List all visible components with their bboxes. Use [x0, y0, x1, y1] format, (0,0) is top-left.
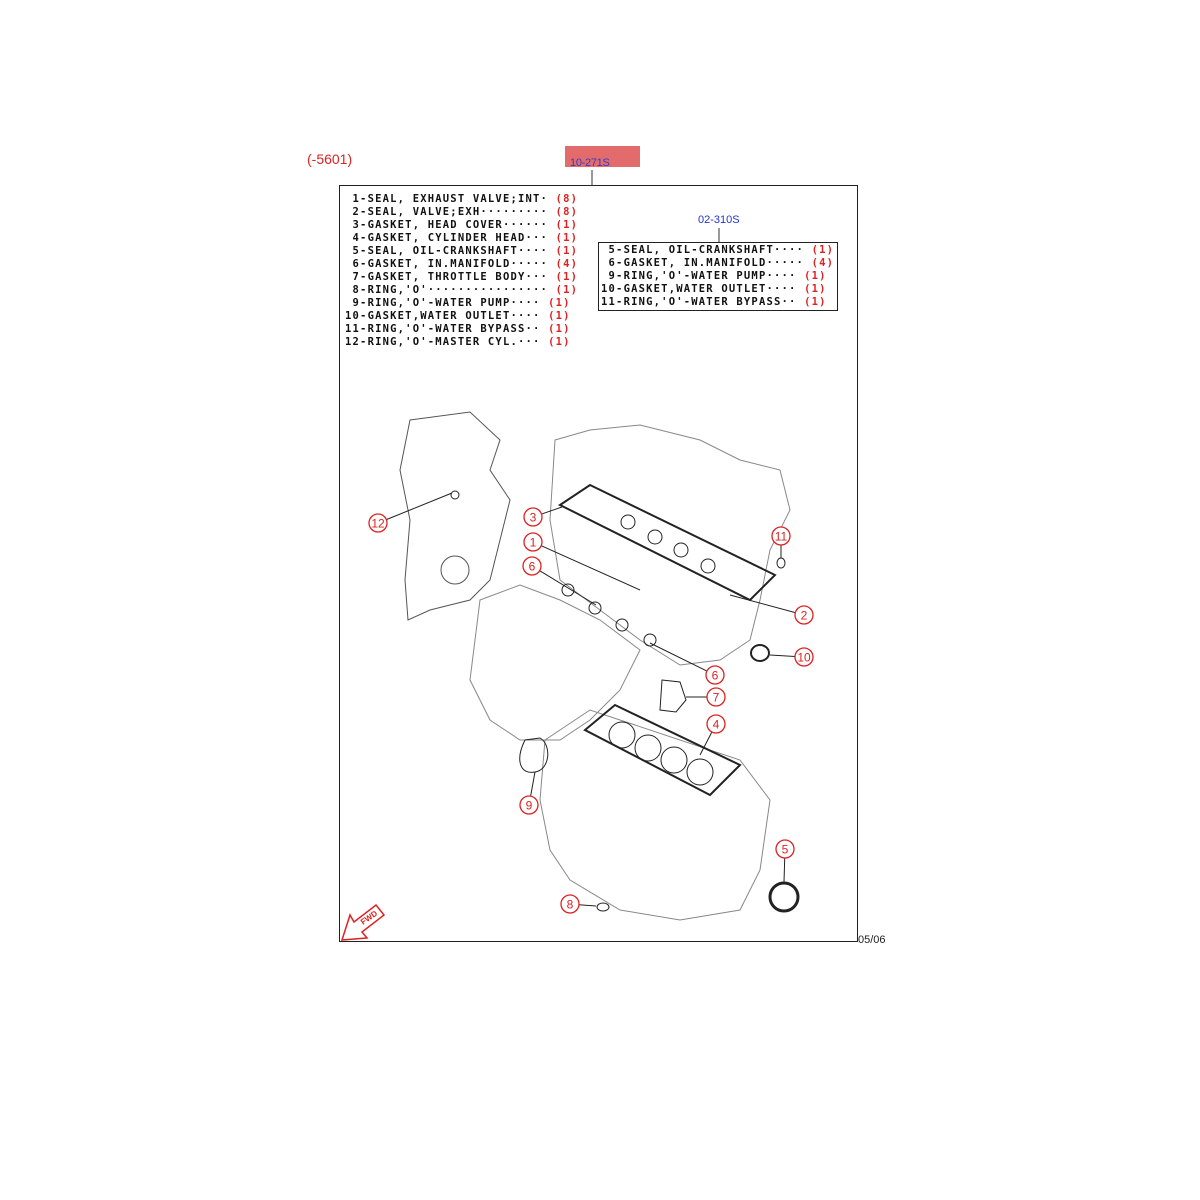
part-quantity: (8) — [555, 193, 579, 205]
callout-12[interactable] — [369, 493, 452, 532]
leader-line — [730, 595, 795, 613]
part-description: 5-SEAL, OIL-CRANKSHAFT···· — [345, 245, 549, 257]
parts-list-row[interactable] — [345, 284, 578, 297]
callout-6[interactable] — [523, 557, 596, 605]
part-quantity: (1) — [555, 245, 579, 257]
fwd-arrow-icon — [342, 905, 384, 940]
part-quantity: (1) — [804, 296, 827, 308]
part-quantity: (1) — [555, 271, 579, 283]
part-description: 10-GASKET,WATER OUTLET···· — [601, 283, 797, 295]
parts-list-row[interactable] — [345, 245, 578, 258]
callout-2[interactable] — [730, 595, 813, 624]
cylinder-head-outline — [550, 425, 790, 665]
parts-list-row[interactable] — [345, 336, 578, 349]
callout-number: 4 — [712, 717, 720, 732]
water-outlet-gasket — [751, 645, 769, 661]
parts-list-row[interactable] — [601, 283, 834, 296]
callout-9[interactable] — [520, 772, 538, 814]
part-quantity: (1) — [804, 270, 827, 282]
part-description: 1-SEAL, EXHAUST VALVE;INT· — [345, 193, 549, 205]
leader-line — [531, 772, 535, 796]
part-description: 12-RING,'O'-MASTER CYL.··· — [345, 336, 541, 348]
leader-line — [650, 643, 707, 671]
parts-list-row[interactable] — [345, 310, 578, 323]
parts-list-row[interactable] — [601, 244, 834, 257]
cylinder-block-outline — [540, 710, 770, 920]
part-description: 9-RING,'O'-WATER PUMP···· — [345, 297, 541, 309]
part-description: 6-GASKET, IN.MANIFOLD····· — [601, 257, 805, 269]
parts-list-row[interactable] — [345, 323, 578, 336]
leader-line — [542, 507, 562, 514]
part-quantity: (1) — [555, 219, 579, 231]
part-quantity: (1) — [555, 284, 579, 296]
callout-6[interactable] — [650, 643, 724, 684]
part-description: 7-GASKET, THROTTLE BODY··· — [345, 271, 549, 283]
callout-11[interactable] — [772, 527, 790, 558]
part-description: 8-RING,'O'················ — [345, 284, 549, 296]
fwd-label: FWD — [358, 908, 380, 927]
callout-10[interactable] — [770, 648, 813, 666]
parts-list-row[interactable] — [601, 296, 834, 309]
callout-3[interactable] — [524, 507, 562, 526]
leader-line — [770, 655, 795, 656]
part-quantity: (1) — [548, 336, 571, 348]
parts-list-row[interactable] — [345, 193, 578, 206]
parts-list — [345, 193, 578, 349]
callout-number: 3 — [529, 510, 537, 525]
part-quantity: (1) — [555, 232, 579, 244]
part-description: 3-GASKET, HEAD COVER······ — [345, 219, 549, 231]
parts-list-row[interactable] — [345, 206, 578, 219]
parts-list-row[interactable] — [345, 232, 578, 245]
throttle-body-gasket — [660, 680, 686, 712]
part-description: 10-GASKET,WATER OUTLET···· — [345, 310, 541, 322]
part-quantity: (4) — [811, 257, 835, 269]
leader-line — [784, 858, 785, 882]
callout-number: 6 — [528, 559, 536, 574]
head-cover-gasket — [560, 485, 775, 600]
part-quantity: (1) — [548, 297, 571, 309]
part-description: 5-SEAL, OIL-CRANKSHAFT···· — [601, 244, 805, 256]
crankshaft-oil-seal — [770, 883, 798, 911]
parts-list-row[interactable] — [601, 257, 834, 270]
callout-4[interactable] — [700, 715, 725, 755]
callout-number: 12 — [371, 516, 385, 531]
subkit-reference[interactable]: 02-310S — [698, 214, 740, 226]
part-description: 9-RING,'O'-WATER PUMP···· — [601, 270, 797, 282]
part-description: 4-GASKET, CYLINDER HEAD··· — [345, 232, 549, 244]
master-cyl-oring — [451, 491, 459, 499]
timing-cover-outline — [400, 412, 510, 620]
oring — [597, 903, 609, 911]
part-quantity: (1) — [811, 244, 835, 256]
callout-number: 9 — [525, 798, 533, 813]
revision-date: 05/06 — [858, 934, 886, 946]
callout-number: 1 — [529, 535, 537, 550]
callout-number: 6 — [711, 668, 719, 683]
part-description: 11-RING,'O'-WATER BYPASS·· — [601, 296, 797, 308]
parts-list-row[interactable] — [345, 271, 578, 284]
callout-number: 10 — [797, 650, 811, 665]
kit-reference[interactable]: 10-271S — [570, 157, 610, 169]
part-description: 6-GASKET, IN.MANIFOLD····· — [345, 258, 549, 270]
part-quantity: (1) — [804, 283, 827, 295]
subkit-parts-list — [598, 242, 838, 311]
leader-line — [386, 493, 452, 520]
crank-seal-opening — [441, 556, 469, 584]
callout-8[interactable] — [561, 895, 596, 913]
part-quantity: (4) — [555, 258, 579, 270]
callout-7[interactable] — [686, 688, 725, 706]
part-quantity: (1) — [548, 310, 571, 322]
parts-list-row[interactable] — [601, 270, 834, 283]
callout-number: 11 — [774, 529, 788, 544]
model-code: (-5601) — [307, 151, 353, 167]
callout-5[interactable] — [776, 840, 794, 882]
transmission-side-outline — [470, 585, 640, 740]
part-description: 11-RING,'O'-WATER BYPASS·· — [345, 323, 541, 335]
parts-list-row[interactable] — [345, 219, 578, 232]
part-quantity: (8) — [555, 206, 579, 218]
leader-line — [541, 546, 640, 590]
parts-list-row[interactable] — [345, 258, 578, 271]
callout-number: 8 — [566, 897, 574, 912]
callout-number: 2 — [800, 608, 808, 623]
parts-list-row[interactable] — [345, 297, 578, 310]
part-quantity: (1) — [548, 323, 571, 335]
leader-line — [540, 571, 596, 605]
leader-line — [579, 905, 596, 906]
callout-1[interactable] — [524, 533, 640, 590]
water-bypass-oring — [777, 558, 785, 568]
callout-number: 5 — [781, 842, 789, 857]
callout-number: 7 — [712, 690, 720, 705]
part-description: 2-SEAL, VALVE;EXH········· — [345, 206, 549, 218]
